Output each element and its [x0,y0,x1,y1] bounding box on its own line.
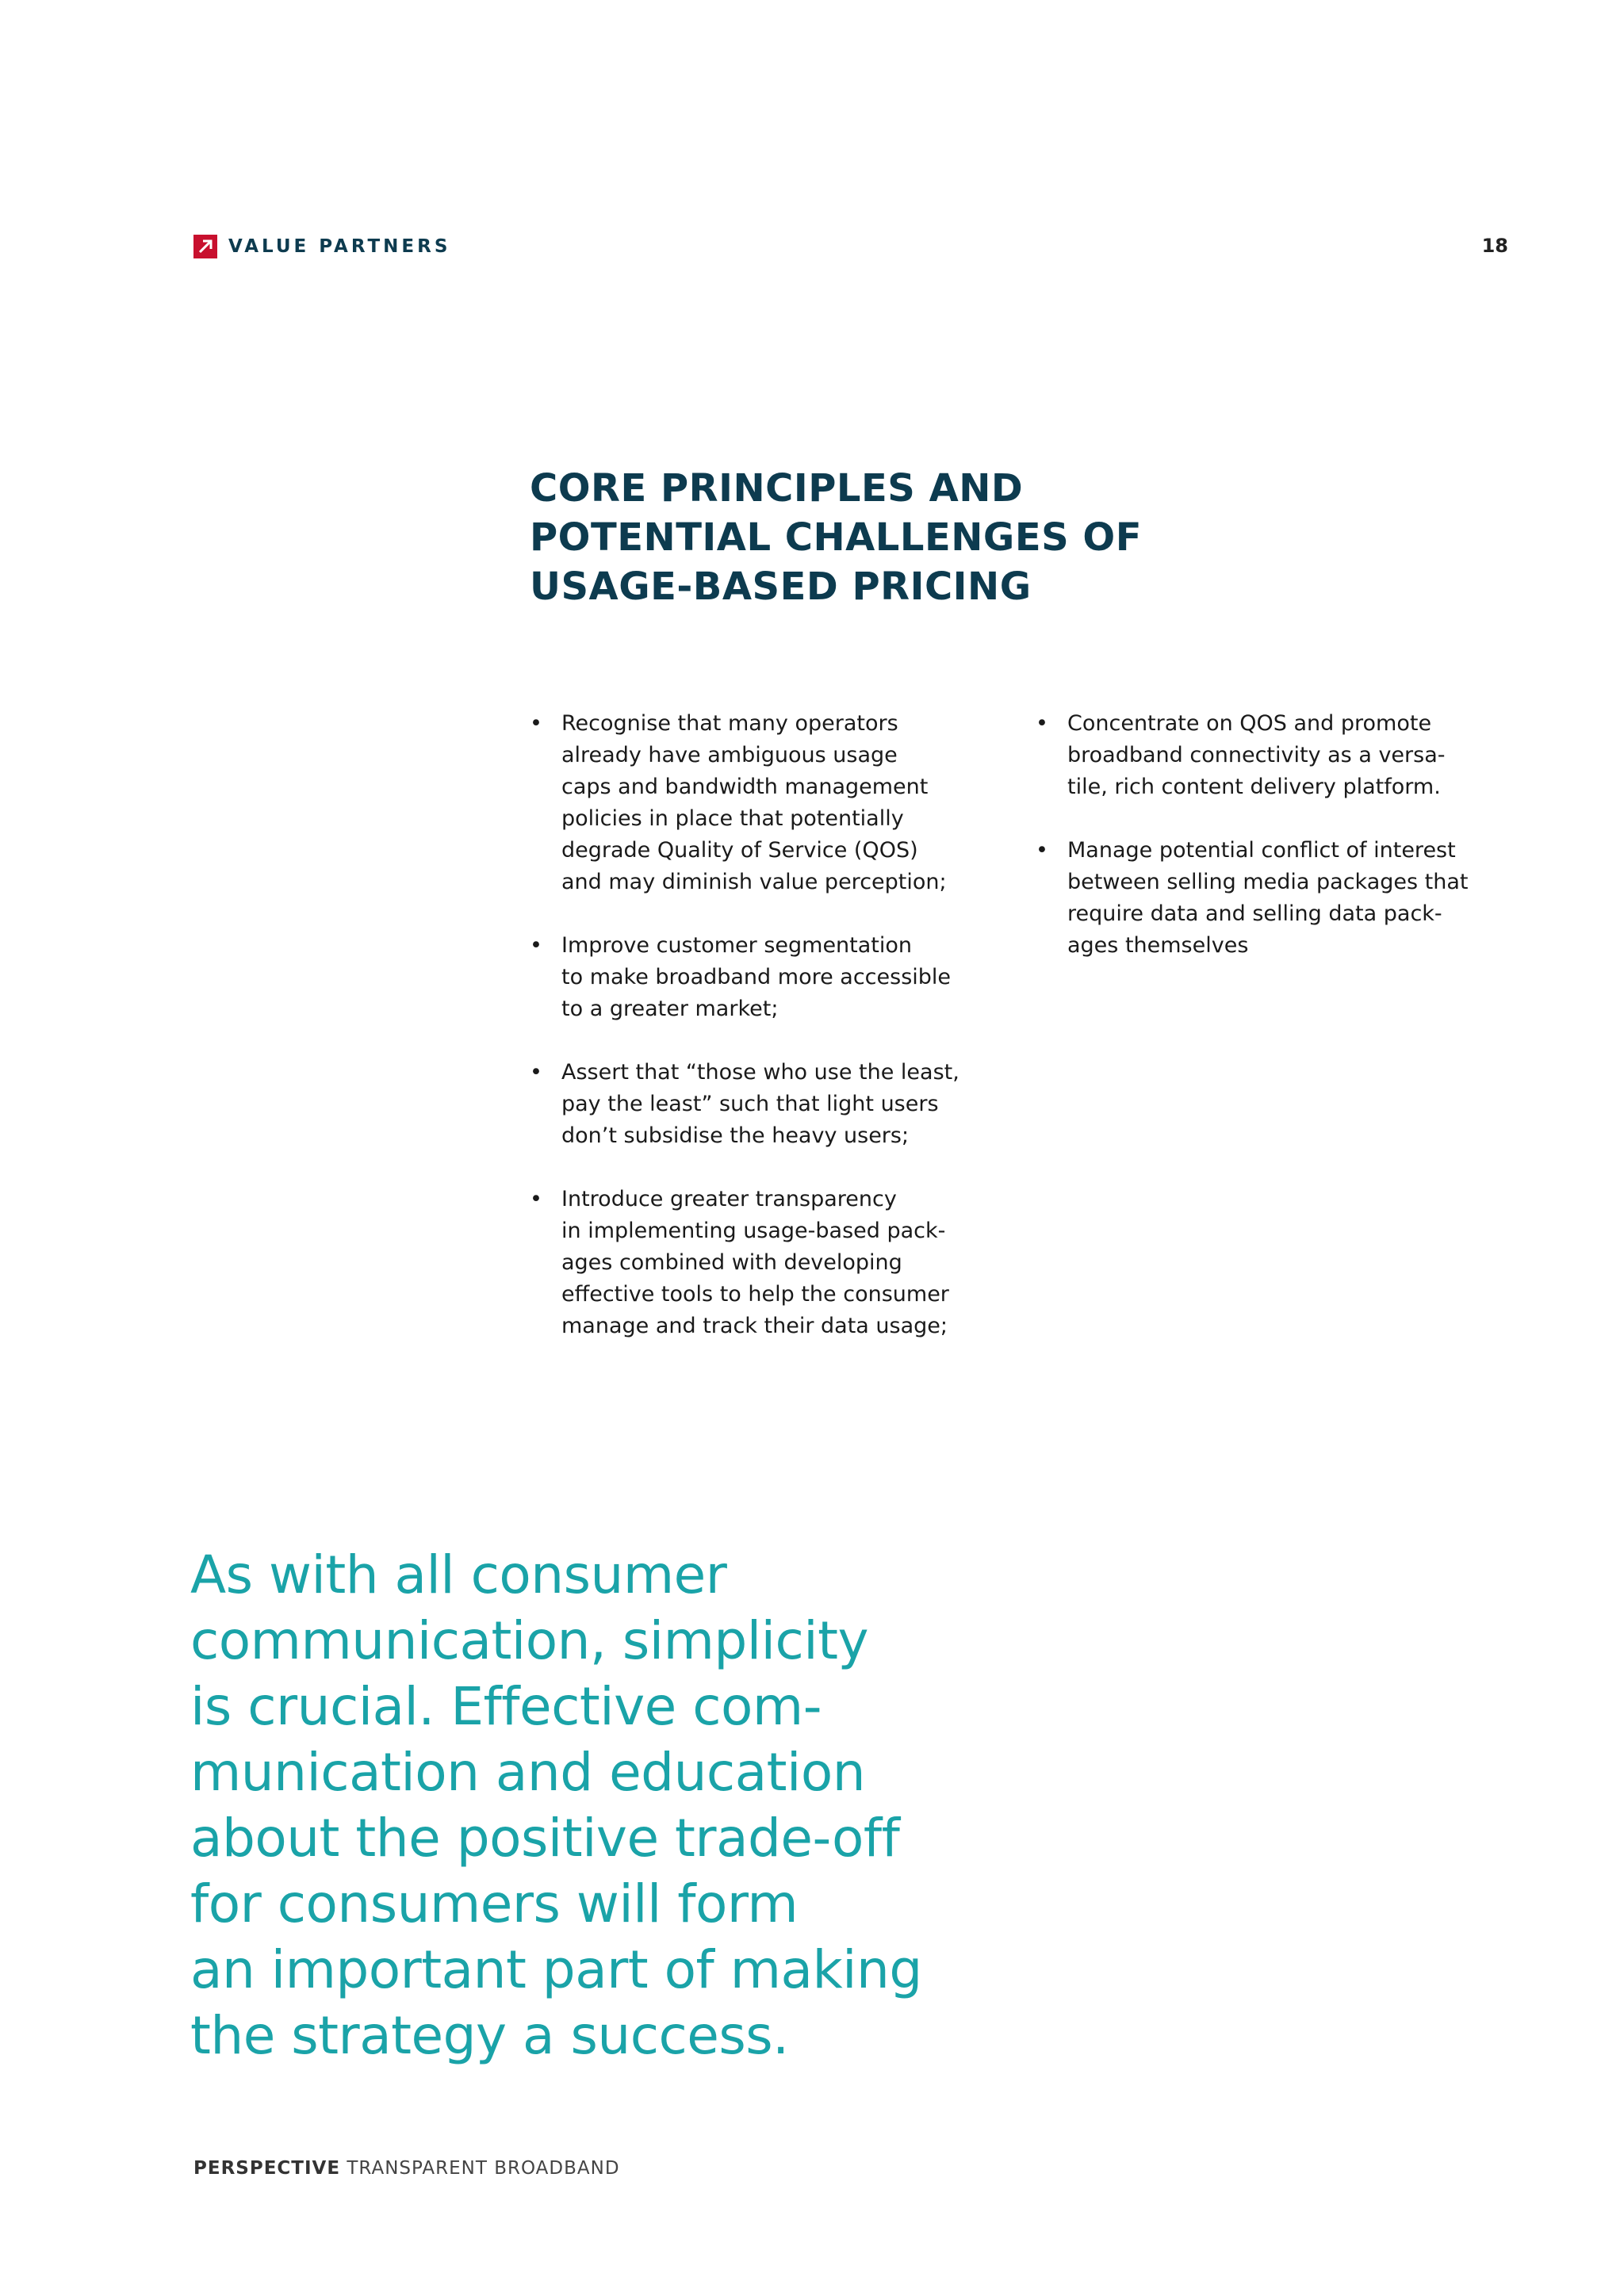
bullet-line: ages combined with developing [561,1250,902,1275]
bullet-dot: • [530,1060,542,1085]
bullet-line: degrade Quality of Service (QOS) [561,838,918,863]
logo-mark-icon [193,235,217,258]
pull-quote [190,1542,1063,2068]
pull-quote-line: an important part of making [190,1939,922,2000]
logo-text: VALUE PARTNERS [228,236,451,257]
bullet-line: Assert that “those who use the least, [561,1060,959,1085]
bullet-dot: • [530,711,542,736]
bullet-line: to a greater market; [561,997,779,1021]
bullet-line: manage and track their data usage; [561,1314,948,1338]
bullet-line: pay the least” such that light users [561,1092,939,1116]
bullet-line: broadband connectivity as a versa- [1067,743,1446,767]
pull-quote-line: munication and education [190,1742,866,1803]
bullet-item [530,930,1005,1025]
bullet-list-left [530,708,1005,1374]
section-title-line: POTENTIAL CHALLENGES OF [530,515,1142,560]
bullet-dot: • [1036,838,1048,863]
pull-quote-line: the strategy a success. [190,2005,789,2066]
section-title-line: CORE PRINCIPLES AND [530,466,1024,511]
bullet-line: Introduce greater transparency [561,1187,897,1211]
section-title [530,464,1243,611]
bullet-dot: • [530,933,542,958]
bullet-line: in implementing usage-based pack- [561,1219,946,1243]
pull-quote-line: about the positive trade-off [190,1808,900,1869]
bullet-item [530,708,1005,898]
bullet-line: between selling media packages that [1067,870,1469,894]
bullet-item [1036,835,1527,962]
bullet-line: tile, rich content delivery platform. [1067,775,1441,799]
section-title-line: USAGE-BASED PRICING [530,564,1032,609]
bullet-dot: • [530,1187,542,1211]
bullet-item [1036,708,1527,803]
pull-quote-line: As with all consumer [190,1544,727,1605]
bullet-line: Improve customer segmentation [561,933,913,958]
bullet-list-right [1036,708,1527,993]
bullet-line: require data and selling data pack- [1067,901,1442,926]
pull-quote-line: for consumers will form [190,1873,799,1934]
bullet-line: and may diminish value perception; [561,870,947,894]
company-logo [193,235,450,258]
bullet-line: policies in place that potentially [561,806,904,831]
bullet-dot: • [1036,711,1048,736]
pull-quote-line: is crucial. Effective com- [190,1676,822,1737]
footer-strong: PERSPECTIVE [193,2158,341,2179]
bullet-line: already have ambiguous usage [561,743,898,767]
bullet-line: effective tools to help the consumer [561,1282,949,1307]
footer-rest: TRANSPARENT BROADBAND [347,2158,620,2179]
bullet-line: Concentrate on QOS and promote [1067,711,1432,736]
bullet-line: Manage potential conflict of interest [1067,838,1456,863]
bullet-line: Recognise that many operators [561,711,898,736]
page-number: 18 [1481,235,1508,257]
footer-publication-title [193,2158,620,2179]
bullet-item [530,1184,1005,1342]
pull-quote-line: communication, simplicity [190,1610,869,1671]
bullet-line: don’t subsidise the heavy users; [561,1123,910,1148]
bullet-line: to make broadband more accessible [561,965,952,989]
bullet-line: caps and bandwidth management [561,775,929,799]
bullet-line: ages themselves [1067,933,1249,958]
bullet-item [530,1057,1005,1152]
